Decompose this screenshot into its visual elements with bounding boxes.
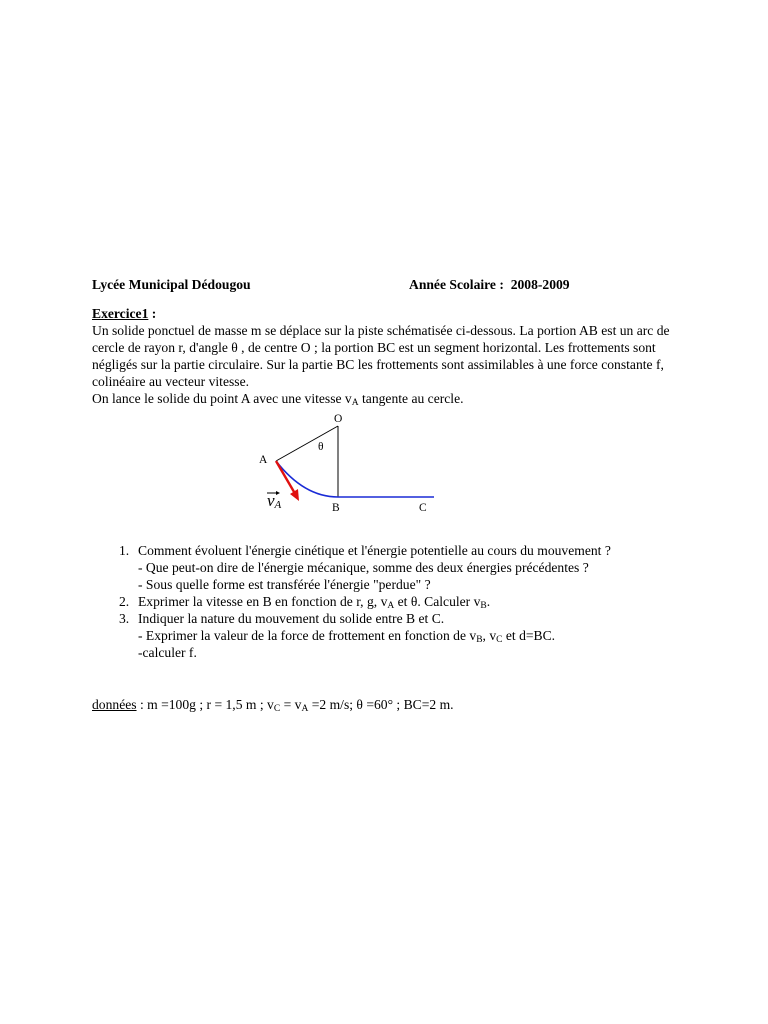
launch-sub: A bbox=[351, 398, 359, 408]
question-3 bbox=[111, 610, 671, 661]
q2-sub: B bbox=[480, 601, 487, 611]
q3-text: , v bbox=[482, 628, 497, 643]
donnees-sub: C bbox=[273, 704, 281, 714]
q2-sub: A bbox=[387, 601, 395, 611]
question-number: 2. bbox=[119, 594, 130, 609]
question-line: Comment évoluent l'énergie cinétique et l'énergie potentielle au cours du mouvement ? bbox=[138, 543, 611, 558]
question-1 bbox=[111, 542, 671, 593]
label-C: C bbox=[419, 502, 427, 514]
question-line bbox=[138, 593, 671, 610]
exercise-launch bbox=[92, 390, 692, 407]
q3-sub: C bbox=[496, 635, 503, 645]
label-O: O bbox=[334, 413, 343, 425]
exercise-sheet bbox=[92, 276, 692, 714]
donnees-label: données bbox=[92, 697, 137, 712]
radius-OA bbox=[276, 426, 338, 461]
question-number: 1. bbox=[119, 543, 130, 558]
launch-text: On lance le solide du point A avec une vitesse v bbox=[92, 391, 352, 406]
question-2 bbox=[111, 593, 671, 610]
question-number: 3. bbox=[119, 611, 130, 626]
q2-text: Exprimer la vitesse en B en fonction de r, g, v bbox=[138, 594, 388, 609]
school-year bbox=[409, 276, 570, 293]
q3-text: - Exprimer la valeur de la force de frottement en fonction de v bbox=[138, 628, 477, 643]
year-label: Année Scolaire : bbox=[409, 277, 504, 292]
q3-text: et d=BC. bbox=[502, 628, 556, 643]
q2-text: . bbox=[486, 594, 491, 609]
exercise-title-colon: : bbox=[148, 306, 157, 321]
question-list bbox=[111, 542, 671, 661]
question-line: - Sous quelle forme est transférée l'énergie "perdue" ? bbox=[138, 577, 431, 592]
donnees-sub: A bbox=[301, 704, 309, 714]
exercise-heading bbox=[92, 305, 692, 322]
label-B: B bbox=[332, 502, 340, 514]
exercise-intro: Un solide ponctuel de masse m se déplace sur la piste schématisée ci-dessous. La portion AB est un arc de cercle de rayon r, d'angle θ , de centre O ; la portion BC est un segment horizontal. Les frottements sont négligés sur la partie circulaire. Sur la partie BC les frottements sont assimilables à une force constante f, colinéaire au vecteur vitesse. bbox=[92, 323, 670, 389]
track-diagram bbox=[256, 413, 456, 517]
label-vA bbox=[267, 492, 281, 509]
donnees-text: =2 m/s; θ =60° ; BC=2 m. bbox=[308, 697, 454, 712]
question-line: Indiquer la nature du mouvement du solide entre B et C. bbox=[138, 611, 445, 626]
donnees-text: = v bbox=[280, 697, 302, 712]
q2-text: et θ. Calculer v bbox=[394, 594, 481, 609]
year-value: 2008-2009 bbox=[510, 277, 570, 292]
question-line: -calculer f. bbox=[138, 645, 197, 660]
label-theta: θ bbox=[318, 441, 324, 453]
question-line bbox=[138, 627, 671, 644]
exercise-title: Exercice1 bbox=[92, 306, 149, 321]
label-v: v bbox=[267, 491, 275, 510]
header bbox=[92, 276, 692, 293]
question-line: - Que peut-on dire de l'énergie mécanique, somme des deux énergies précédentes ? bbox=[138, 560, 589, 575]
school-name: Lycée Municipal Dédougou bbox=[92, 277, 251, 292]
launch-text-end: tangente au cercle. bbox=[358, 391, 464, 406]
data-given bbox=[92, 696, 454, 713]
label-v-sub: A bbox=[274, 499, 282, 511]
label-A: A bbox=[259, 454, 268, 466]
donnees-text: : m =100g ; r = 1,5 m ; v bbox=[136, 697, 274, 712]
q3-sub: B bbox=[476, 635, 483, 645]
